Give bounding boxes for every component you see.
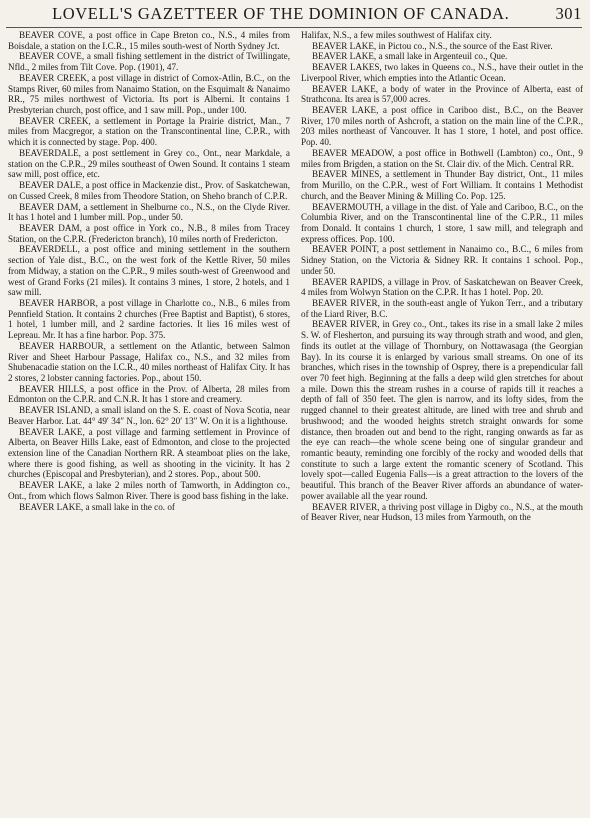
page-header — [6, 4, 582, 26]
gazetteer-entry: BEAVER HARBOR, a post village in Charlotte co., N.B., 6 miles from Pennfield Station. It contains 2 churches (Free Baptist and Baptist), 6 stores, 1 hotel, 1 lumber mill, and 2 sardine factories. It lies 16 miles west of Lepreau. Mr. It has a fine harbor. Pop. 375. — [8, 297, 290, 341]
right-column — [301, 30, 583, 816]
gazetteer-entry: BEAVERDELL, a post office and mining settlement in the southern section of Yale dist., B.C., on the west fork of the Kettle River, 50 miles from Midway, a station on the C.P.R., 9 miles south-west of Greenwood and west of Grand Forks (21 miles). It contains 3 mines, 1 store, 2 hotels, and 1 saw mill. — [8, 244, 290, 298]
gazetteer-entry: BEAVER POINT, a post settlement in Nanaimo co., B.C., 6 miles from Sidney Station, on the Victoria & Sidney RR. It contains 1 school. Pop., under 50. — [301, 244, 583, 276]
gazetteer-entry: BEAVER DAM, a settlement in Shelburne co., N.S., on the Clyde River. It has 1 hotel and 1 lumber mill. Pop., under 50. — [8, 201, 290, 223]
gazetteer-entry: BEAVER LAKE, a small lake in the co. of — [19, 501, 175, 512]
gazetteer-entry: BEAVERMOUTH, a village in the dist. of Yale and Cariboo, B.C., on the Columbia River, and on the Transcontinental line of the C.P.R., 11 miles from Donald. It contains 1 church, 1 store, 1 saw mill, and telegraph and express offices. Pop. 100. — [301, 201, 583, 244]
gazetteer-entry: BEAVER RIVER, a thriving post village in Digby co., N.S., at the mouth of Beaver River, near Hudson, 13 miles from Yarmouth, on the — [301, 501, 583, 523]
gazetteer-entry: BEAVER LAKE, a body of water in the Province of Alberta, east of Strathcona. Its area is 57,000 acres. — [301, 83, 583, 105]
gazetteer-entry: BEAVER COVE, a post office in Cape Breton co., N.S., 4 miles from Boisdale, a station on the I.C.R., 15 miles south-west of North Sydney Jct. — [8, 30, 290, 51]
gazetteer-entry: BEAVER RAPIDS, a village in Prov. of Saskatchewan on Beaver Creek, 4 miles from Wolwyn Station on the C.P.R. It has 1 hotel. Pop. 20. — [301, 276, 583, 298]
gazetteer-entry: BEAVER MEADOW, a post office in Bothwell (Lambton) co., Ont., 9 miles from Brigden, a station on the St. Clair div. of the Mich. Central RR. — [301, 147, 583, 169]
gazetteer-entry: BEAVER LAKES, two lakes in Queens co., N.S., have their outlet in the Liverpool River, which empties into the Atlantic Ocean. — [301, 62, 583, 83]
gazetteer-entry: BEAVER COVE, a small fishing settlement in the district of Twillingate, Nfld., 2 miles from Tilt Cove. Pop. (1901), 47. — [8, 51, 290, 73]
gazetteer-entry: BEAVER DALE, a post office in Mackenzie dist., Prov. of Saskatchewan, on Cussed Creek, 8 miles from Theodore Station, on Sheho branch of C.P.R. — [8, 180, 290, 201]
gazetteer-entry: BEAVER CREEK, a post village in district of Comox-Atlin, B.C., on the Stamps River, 60 miles from Nanaimo Station, on the Esquimalt & Nanaimo RR., 75 miles northwest of Victoria. Its port is Alberni. It contains 1 Presbyterian church, post office, and 1 saw mill. Pop., under 100. — [8, 72, 290, 116]
gazetteer-entry: BEAVER CREEK, a settlement in Portage la Prairie district, Man., 7 miles from Macgregor, a station on the Transcontinental line, C.P.R., with which it is connected by stage. Pop. 400. — [8, 115, 290, 148]
gazetteer-entry: BEAVER LAKE, a lake 2 miles north of Tamworth, in Addington co., Ont., from which flows Salmon River. There is good bass fishing in the lake. — [8, 480, 290, 501]
left-column — [8, 30, 290, 816]
gazetteer-entry: BEAVER DAM, a post office in York co., N.B., 8 miles from Tracey Station, on the C.P.R. (Fredericton branch), 10 miles north of Fredericton. — [8, 222, 290, 244]
gazetteer-entry: Halifax, N.S., a few miles southwest of Halifax city. — [301, 30, 492, 40]
gazetteer-entry: BEAVERDALE, a post settlement in Grey co., Ont., near Markdale, a station on the C.P.R., 29 miles southeast of Owen Sound. It contains 1 steam saw mill, post office, etc. — [8, 147, 290, 180]
gazetteer-entry: BEAVER LAKE, a post office in Cariboo dist., B.C., on the Beaver River, 170 miles north of Ashcroft, a station on the main line of the C.P.R., 203 miles northeast of Vancouver. It has 1 store, 1 hotel, and post office. Pop. 40. — [301, 105, 583, 148]
gazetteer-entry: BEAVER HARBOUR, a settlement on the Atlantic, between Salmon River and Sheet Harbour Passage, Halifax co., N.S., and 32 miles from Shubenacadie station on the I.C.R., 40 miles northeast of Halifax City. It has 2 stores, 2 lobster canning factories. Pop., about 150. — [8, 340, 290, 383]
gazetteer-entry: BEAVER LAKE, a small lake in Argenteuil co., Que. — [312, 51, 508, 62]
page-number: 301 — [555, 4, 582, 23]
gazetteer-entry: BEAVER RIVER, in Grey co., Ont., takes its rise in a small lake 2 miles S. W. of Flesherton, and pursuing its way through strath and wood, and glen, finds its outlet at the village of Thornbury, on Nottawasaga (the Georgian Bay). In its course it is enlarged by various small streams. On one of its branches, which rises in the township of Osprey, there is a prependicular fall over 70 feet high. Beginning at the falls a deep wild glen stretches for about a mile. Down this the stream rushes in a course of rapids till it reaches a depth of fall of 350 feet. The glen is narrow, and its lofty sides, from the rugged channel to their greatest altitude, are lined with tree and shrub and brushwood; and the wooded heights stretch straight onwards for some distance, then broaden out and bend to the right, ranging onwards as far as the eye can reach—the whole scene being one of singular grandeur and romantic beauty, reminding one forcibly of the rocky and wooded dells that constitute to such a large extent the romantic scenery of Scotland. This lovely spot—called Eugenia Falls—is a great attraction to the lovers of the beautiful. This branch of the Beaver River affords an abundance of water-power available all the year round. — [301, 319, 583, 501]
header-rule — [6, 27, 582, 28]
gazetteer-entry: BEAVER HILLS, a post office in the Prov. of Alberta, 28 miles from Edmonton on the C.P.R. and C.N.R. It has 1 store and creamery. — [8, 383, 290, 405]
gazetteer-entry: BEAVER MINES, a settlement in Thunder Bay district, Ont., 11 miles from Murillo, on the C.P.R., west of Fort William. It contains 1 Methodist church, and the Beaver Mining & Milling Co. Pop. 125. — [301, 169, 583, 201]
gazetteer-entry: BEAVER ISLAND, a small island on the S. E. coast of Nova Scotia, near Beaver Harbor. Lat. 44° 49′ 34″ N., lon. 62° 20′ 13″ W. On it is a lighthouse. — [8, 405, 290, 426]
gazetteer-entry: BEAVER RIVER, in the south-east angle of Yukon Terr., and a tributary of the Liard River, B.C. — [301, 297, 583, 319]
running-title: LOVELL'S GAZETTEER OF THE DOMINION OF CANADA. — [52, 4, 510, 23]
gazetteer-entry: BEAVER LAKE, a post village and farming settlement in Province of Alberta, on Beaver Hills Lake, east of Edmonton, and close to the projected extension line of the Canadian Northern RR. A steamboat plies on the lake, where there is good fishing, as well as shooting in the vicinity. It has 2 churches (Episcopal and Presbyterian), and 2 stores. Pop., about 500. — [8, 426, 290, 480]
gazetteer-entry: BEAVER LAKE, in Pictou co., N.S., the source of the East River. — [312, 40, 553, 51]
